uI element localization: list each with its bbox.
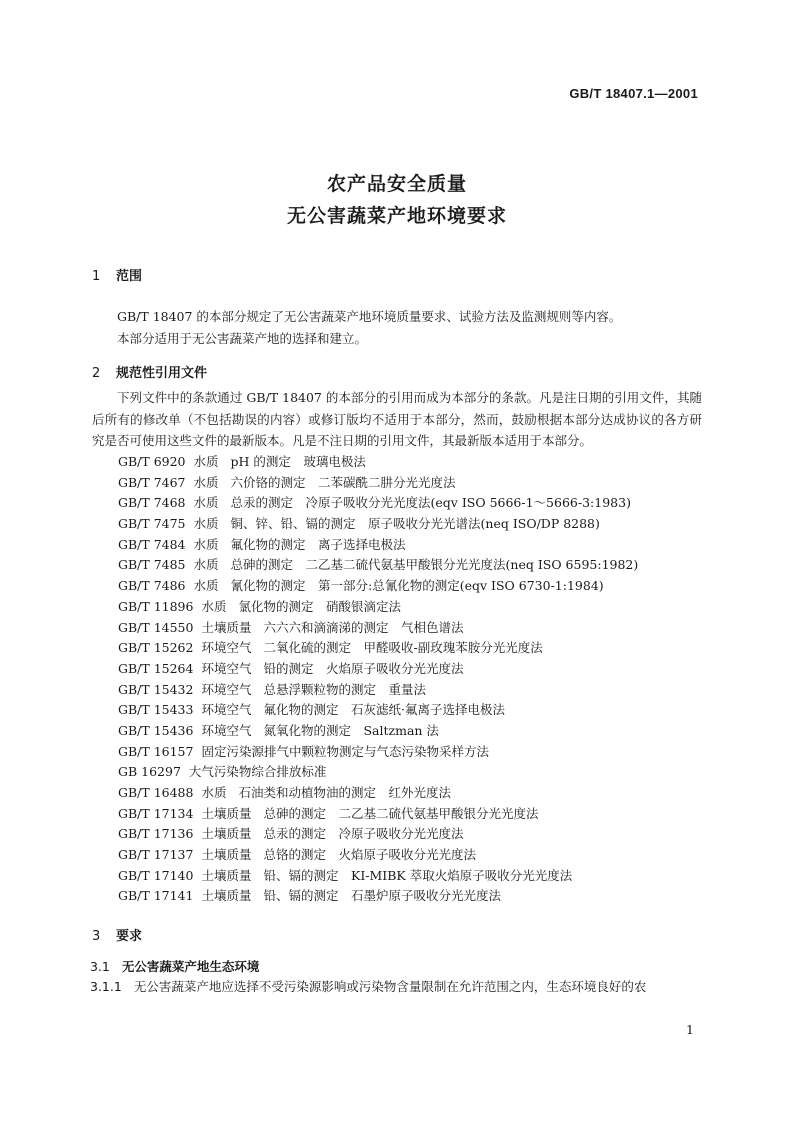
reference-item bbox=[118, 824, 638, 845]
reference-title: 总悬浮颗粒物的测定 重量法 bbox=[263, 681, 426, 697]
reference-title: 总汞的测定 冷原子吸收分光光度法(eqv ISO 5666-1～5666-3:1983) bbox=[230, 495, 631, 511]
reference-title: 六六六和滴滴涕的测定 气相色谱法 bbox=[263, 619, 464, 635]
reference-title: 氮氧化物的测定 Saltzman 法 bbox=[263, 722, 439, 738]
reference-item bbox=[118, 493, 638, 514]
reference-code: GB/T 17137 bbox=[118, 847, 194, 863]
section-2-heading bbox=[92, 362, 207, 381]
section-1-title: 范围 bbox=[116, 269, 143, 284]
section-1-number: 1 bbox=[92, 269, 101, 284]
reference-title: 固定污染源排气中颗粒物测定与气态污染物采样方法 bbox=[201, 743, 489, 759]
reference-part: 水质 bbox=[193, 454, 219, 469]
reference-part: 水质 bbox=[193, 578, 219, 594]
reference-code: GB/T 17136 bbox=[118, 826, 194, 842]
section-2-intro bbox=[92, 387, 702, 452]
reference-title: 铅、镉的测定 石墨炉原子吸收分光光度法 bbox=[263, 888, 501, 904]
reference-item bbox=[118, 618, 638, 639]
reference-code: GB/T 15432 bbox=[118, 681, 194, 697]
reference-title: 铜、锌、铅、镉的测定 原子吸收分光光谱法(neq ISO/DP 8288) bbox=[230, 516, 600, 532]
reference-item bbox=[118, 597, 638, 618]
reference-part: 环境空气 bbox=[201, 660, 252, 676]
document-title-line2: 无公害蔬菜产地环境要求 bbox=[286, 205, 507, 227]
reference-item bbox=[118, 721, 638, 742]
subsection-3-1-number: 3.1 bbox=[90, 959, 110, 974]
section-2-number: 2 bbox=[92, 366, 101, 381]
reference-code: GB/T 17134 bbox=[118, 805, 194, 821]
reference-part: 水质 bbox=[201, 598, 227, 614]
reference-item bbox=[118, 638, 638, 659]
page-number: 1 bbox=[686, 1022, 694, 1037]
reference-item bbox=[118, 555, 638, 576]
reference-part: 土壤质量 bbox=[201, 867, 252, 883]
section-3-heading bbox=[92, 925, 142, 944]
reference-title: 大气污染物综合排放标准 bbox=[188, 764, 327, 780]
section-2-title: 规范性引用文件 bbox=[116, 366, 208, 381]
clause-3-1-1 bbox=[90, 977, 646, 995]
reference-title: 铅的测定 火焰原子吸收分光光度法 bbox=[263, 660, 464, 676]
reference-title: 总砷的测定 二乙基二硫代氨基甲酸银分光光度法(neq ISO 6595:1982) bbox=[230, 557, 639, 573]
reference-code: GB/T 7486 bbox=[118, 578, 186, 594]
reference-part: 水质 bbox=[193, 474, 219, 490]
section-2-intro-paragraph: 下列文件中的条款通过 GB/T 18407 的本部分的引用而成为本部分的条款。凡是注日期的引用文件，其随后所有的修改单（不包括勘误的内容）或修订版均不适用于本部分，然而，鼓励根据本部分达成协议的各方研究是否可使用这些文件的最新版本。凡是不注日期的引用文件，其最新版本适用于本部分。 bbox=[92, 390, 702, 448]
reference-part: 水质 bbox=[193, 516, 219, 532]
reference-code: GB/T 17141 bbox=[118, 888, 194, 904]
reference-item bbox=[118, 452, 638, 473]
clause-3-1-1-number: 3.1.1 bbox=[90, 979, 122, 994]
reference-part: 环境空气 bbox=[201, 681, 252, 697]
reference-part: 土壤质量 bbox=[201, 805, 252, 821]
reference-code: GB/T 15433 bbox=[118, 702, 194, 718]
reference-code: GB/T 16488 bbox=[118, 785, 194, 800]
reference-part: 土壤质量 bbox=[201, 619, 252, 635]
reference-list bbox=[118, 452, 638, 907]
section-1-paragraph-2: 本部分适用于无公害蔬菜产地的选择和建立。 bbox=[117, 330, 368, 346]
reference-title: 六价铬的测定 二苯碳酰二肼分光光度法 bbox=[230, 474, 456, 490]
reference-title: 二氧化硫的测定 甲醛吸收-副玫瑰苯胺分光光度法 bbox=[263, 640, 543, 656]
reference-code: GB/T 7475 bbox=[118, 516, 186, 532]
reference-code: GB/T 15262 bbox=[118, 640, 194, 656]
reference-code: GB/T 7468 bbox=[118, 495, 186, 511]
reference-item bbox=[118, 804, 638, 825]
subsection-3-1-heading bbox=[90, 957, 259, 975]
reference-code: GB/T 14550 bbox=[118, 619, 194, 635]
clause-3-1-1-text: 无公害蔬菜产地应选择不受污染源影响或污染物含量限制在允许范围之内，生态环境良好的农 bbox=[133, 979, 647, 994]
reference-item bbox=[118, 700, 638, 721]
section-3-title: 要求 bbox=[116, 929, 143, 944]
reference-code: GB/T 6920 bbox=[118, 454, 186, 469]
section-3-number: 3 bbox=[92, 929, 101, 944]
section-1-body bbox=[92, 306, 702, 349]
reference-title: 氰化物的测定 第一部分:总氰化物的测定(eqv ISO 6730-1:1984) bbox=[230, 578, 604, 594]
reference-item bbox=[118, 680, 638, 701]
section-1-heading bbox=[92, 265, 142, 284]
reference-title: 氯化物的测定 硝酸银滴定法 bbox=[238, 598, 401, 614]
section-1-paragraph-1: GB/T 18407 的本部分规定了无公害蔬菜产地环境质量要求、试验方法及监测规则等内容。 bbox=[117, 309, 622, 324]
reference-code: GB/T 7467 bbox=[118, 474, 186, 490]
reference-item bbox=[118, 783, 638, 804]
reference-code: GB/T 7484 bbox=[118, 536, 186, 552]
reference-item bbox=[118, 659, 638, 680]
reference-part: 土壤质量 bbox=[201, 826, 252, 842]
reference-item bbox=[118, 886, 638, 907]
reference-part: 水质 bbox=[193, 536, 219, 552]
reference-part: 环境空气 bbox=[201, 640, 252, 656]
reference-title: 氟化物的测定 离子选择电极法 bbox=[230, 536, 406, 552]
reference-code: GB/T 16157 bbox=[118, 743, 194, 759]
reference-part: 水质 bbox=[201, 785, 227, 800]
reference-item bbox=[118, 473, 638, 494]
reference-title: 总砷的测定 二乙基二硫代氨基甲酸银分光光度法 bbox=[263, 805, 539, 821]
subsection-3-1-title: 无公害蔬菜产地生态环境 bbox=[121, 959, 260, 974]
reference-item bbox=[118, 535, 638, 556]
document-title-line1: 农产品安全质量 bbox=[326, 173, 467, 195]
reference-part: 水质 bbox=[193, 495, 219, 511]
reference-item bbox=[118, 866, 638, 887]
reference-part: 环境空气 bbox=[201, 722, 252, 738]
reference-part: 土壤质量 bbox=[201, 847, 252, 863]
reference-code: GB/T 7485 bbox=[118, 557, 186, 573]
reference-item bbox=[118, 762, 638, 783]
reference-code: GB/T 17140 bbox=[118, 867, 194, 883]
standard-code: GB/T 18407.1—2001 bbox=[569, 86, 698, 101]
reference-title: 总铬的测定 火焰原子吸收分光光度法 bbox=[263, 847, 476, 863]
reference-title: 氟化物的测定 石灰滤纸·氟离子选择电极法 bbox=[263, 702, 505, 718]
reference-code: GB/T 15264 bbox=[118, 660, 194, 676]
reference-title: 石油类和动植物油的测定 红外光度法 bbox=[238, 785, 451, 800]
reference-code: GB/T 15436 bbox=[118, 722, 194, 738]
reference-part: 水质 bbox=[193, 557, 219, 573]
reference-item bbox=[118, 576, 638, 597]
reference-item bbox=[118, 845, 638, 866]
reference-title: 总汞的测定 冷原子吸收分光光度法 bbox=[263, 826, 464, 842]
reference-item bbox=[118, 514, 638, 535]
reference-part: 环境空气 bbox=[201, 702, 252, 718]
reference-title: 铅、镉的测定 KI-MIBK 萃取火焰原子吸收分光光度法 bbox=[263, 867, 573, 883]
reference-part: 土壤质量 bbox=[201, 888, 252, 904]
reference-item bbox=[118, 742, 638, 763]
reference-code: GB 16297 bbox=[118, 764, 181, 780]
reference-code: GB/T 11896 bbox=[118, 598, 194, 614]
reference-title: pH 的测定 玻璃电极法 bbox=[230, 454, 366, 469]
